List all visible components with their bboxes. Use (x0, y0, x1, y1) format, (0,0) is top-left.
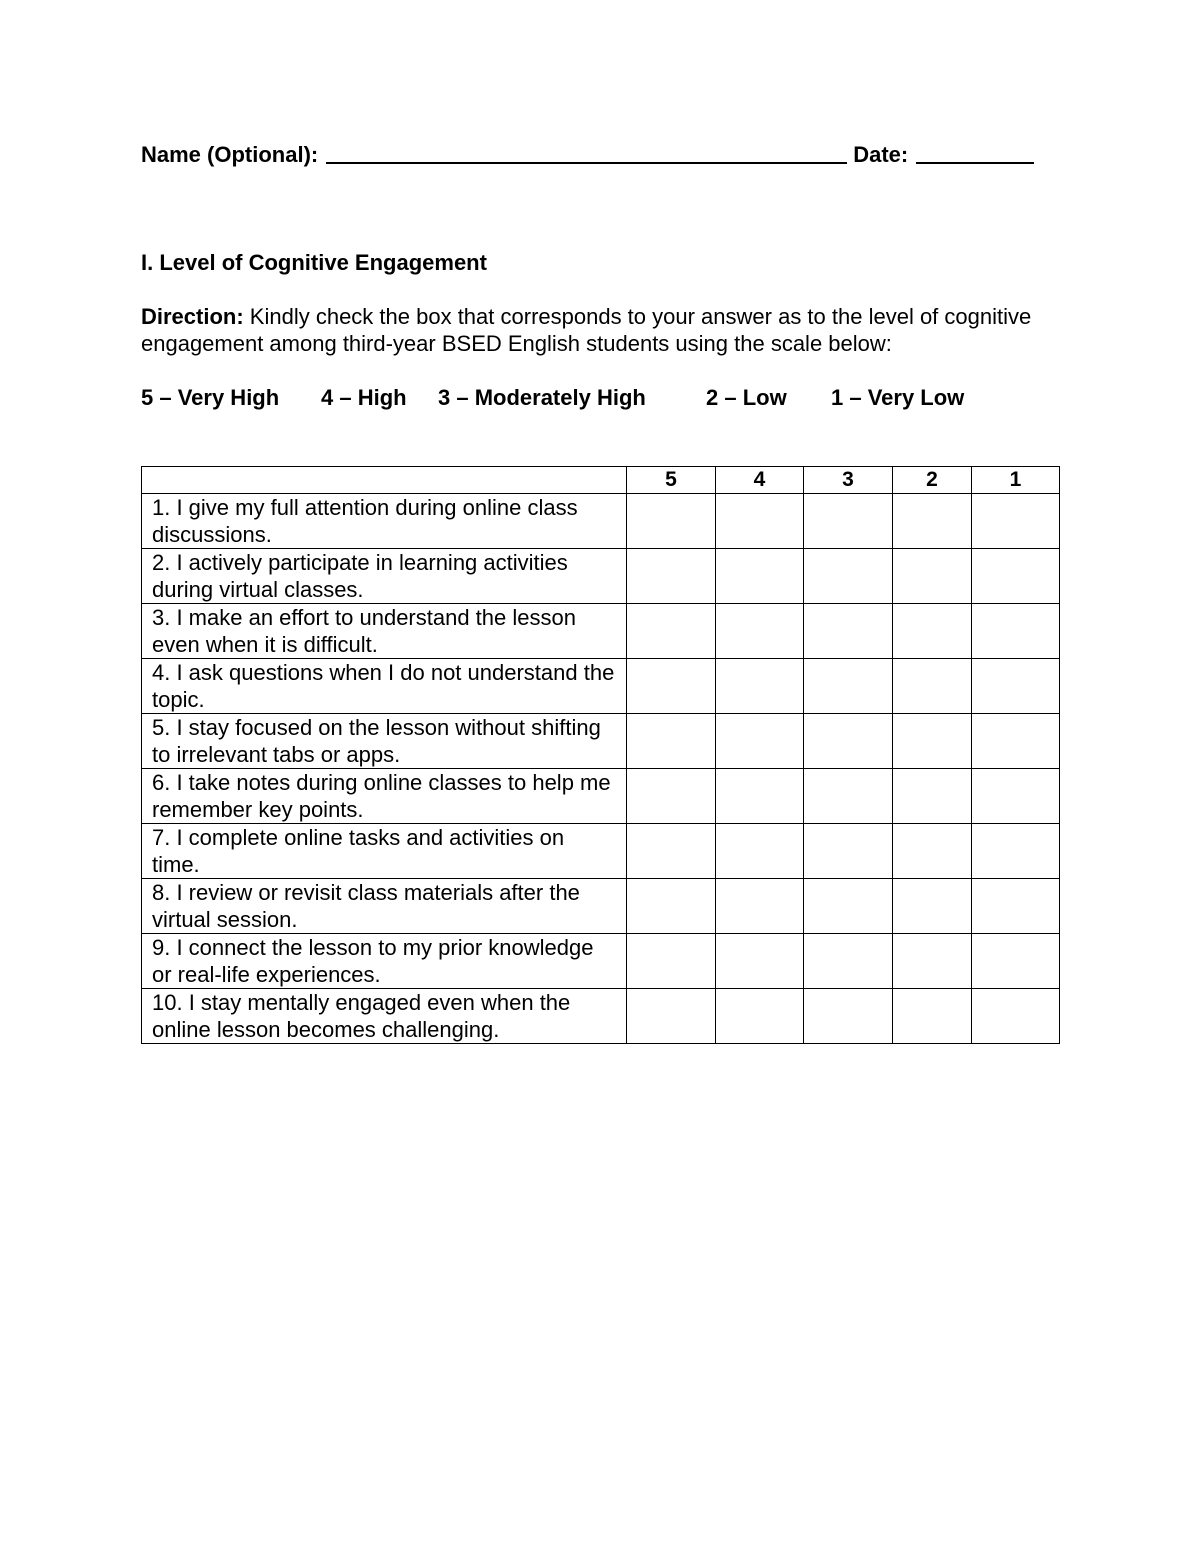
rating-box-2[interactable] (893, 934, 972, 989)
rating-box-2[interactable] (893, 659, 972, 714)
rating-box-5[interactable] (627, 604, 716, 659)
table-row (142, 659, 1060, 714)
table-row (142, 824, 1060, 879)
rating-box-5[interactable] (627, 714, 716, 769)
rating-box-2[interactable] (893, 549, 972, 604)
rating-box-2[interactable] (893, 824, 972, 879)
scale-item-1: 1 – Very Low (831, 385, 965, 410)
rating-box-4[interactable] (716, 494, 804, 549)
table-row (142, 604, 1060, 659)
name-label: Name (Optional): (141, 142, 319, 167)
item-statement: 4. I ask questions when I do not understand the topic. (142, 659, 627, 714)
table-row (142, 934, 1060, 989)
rating-box-4[interactable] (716, 714, 804, 769)
rating-box-4[interactable] (716, 549, 804, 604)
rating-box-5[interactable] (627, 494, 716, 549)
rating-box-1[interactable] (972, 549, 1060, 604)
item-statement: 7. I complete online tasks and activities on time. (142, 824, 627, 879)
rating-box-1[interactable] (972, 824, 1060, 879)
date-blank[interactable] (916, 142, 1034, 164)
rating-box-5[interactable] (627, 879, 716, 934)
header-1: 1 (972, 467, 1060, 494)
item-statement: 3. I make an effort to understand the lesson even when it is difficult. (142, 604, 627, 659)
engagement-table (141, 466, 1060, 1044)
item-statement: 6. I take notes during online classes to help me remember key points. (142, 769, 627, 824)
name-date-line (141, 140, 1034, 170)
rating-box-3[interactable] (804, 769, 893, 824)
item-statement: 8. I review or revisit class materials after the virtual session. (142, 879, 627, 934)
item-statement: 2. I actively participate in learning activities during virtual classes. (142, 549, 627, 604)
direction-label: Direction: (141, 304, 244, 329)
rating-box-2[interactable] (893, 879, 972, 934)
table-row (142, 879, 1060, 934)
rating-box-4[interactable] (716, 604, 804, 659)
table-header-row (142, 467, 1060, 494)
rating-box-2[interactable] (893, 604, 972, 659)
rating-box-3[interactable] (804, 879, 893, 934)
table-row (142, 989, 1060, 1044)
rating-box-1[interactable] (972, 879, 1060, 934)
rating-scale (141, 383, 964, 413)
header-item (142, 467, 627, 494)
rating-box-4[interactable] (716, 989, 804, 1044)
rating-box-1[interactable] (972, 769, 1060, 824)
rating-box-3[interactable] (804, 549, 893, 604)
table-row (142, 714, 1060, 769)
rating-box-1[interactable] (972, 714, 1060, 769)
scale-item-5: 5 – Very High (141, 385, 280, 410)
section-title: I. Level of Cognitive Engagement (141, 250, 487, 275)
rating-box-3[interactable] (804, 604, 893, 659)
rating-box-2[interactable] (893, 714, 972, 769)
date-label: Date: (853, 142, 909, 167)
rating-box-3[interactable] (804, 824, 893, 879)
table-row (142, 494, 1060, 549)
name-blank[interactable] (326, 142, 847, 164)
table-row (142, 549, 1060, 604)
rating-box-2[interactable] (893, 769, 972, 824)
rating-box-4[interactable] (716, 934, 804, 989)
rating-box-4[interactable] (716, 824, 804, 879)
rating-box-1[interactable] (972, 494, 1060, 549)
rating-box-5[interactable] (627, 769, 716, 824)
item-statement: 5. I stay focused on the lesson without shifting to irrelevant tabs or apps. (142, 714, 627, 769)
item-statement: 1. I give my full attention during online class discussions. (142, 494, 627, 549)
header-2: 2 (893, 467, 972, 494)
rating-box-5[interactable] (627, 824, 716, 879)
rating-box-5[interactable] (627, 549, 716, 604)
rating-box-4[interactable] (716, 659, 804, 714)
rating-box-1[interactable] (972, 604, 1060, 659)
item-statement: 9. I connect the lesson to my prior knowledge or real-life experiences. (142, 934, 627, 989)
scale-item-3: 3 – Moderately High (438, 385, 646, 410)
rating-box-3[interactable] (804, 714, 893, 769)
header-4: 4 (716, 467, 804, 494)
rating-box-3[interactable] (804, 494, 893, 549)
rating-box-3[interactable] (804, 659, 893, 714)
rating-box-1[interactable] (972, 934, 1060, 989)
direction-text: Kindly check the box that corresponds to your answer as to the level of cognitive engagement among third-year BSED English students using the scale below: (141, 304, 1032, 356)
direction-paragraph (141, 303, 1061, 357)
rating-box-4[interactable] (716, 769, 804, 824)
scale-item-4: 4 – High (321, 385, 407, 410)
rating-box-1[interactable] (972, 989, 1060, 1044)
rating-box-2[interactable] (893, 494, 972, 549)
rating-box-4[interactable] (716, 879, 804, 934)
rating-box-5[interactable] (627, 659, 716, 714)
rating-box-5[interactable] (627, 934, 716, 989)
rating-box-5[interactable] (627, 989, 716, 1044)
header-3: 3 (804, 467, 893, 494)
scale-item-2: 2 – Low (706, 385, 787, 410)
rating-box-2[interactable] (893, 989, 972, 1044)
rating-box-3[interactable] (804, 989, 893, 1044)
rating-box-1[interactable] (972, 659, 1060, 714)
item-statement: 10. I stay mentally engaged even when the online lesson becomes challenging. (142, 989, 627, 1044)
rating-box-3[interactable] (804, 934, 893, 989)
header-5: 5 (627, 467, 716, 494)
table-row (142, 769, 1060, 824)
